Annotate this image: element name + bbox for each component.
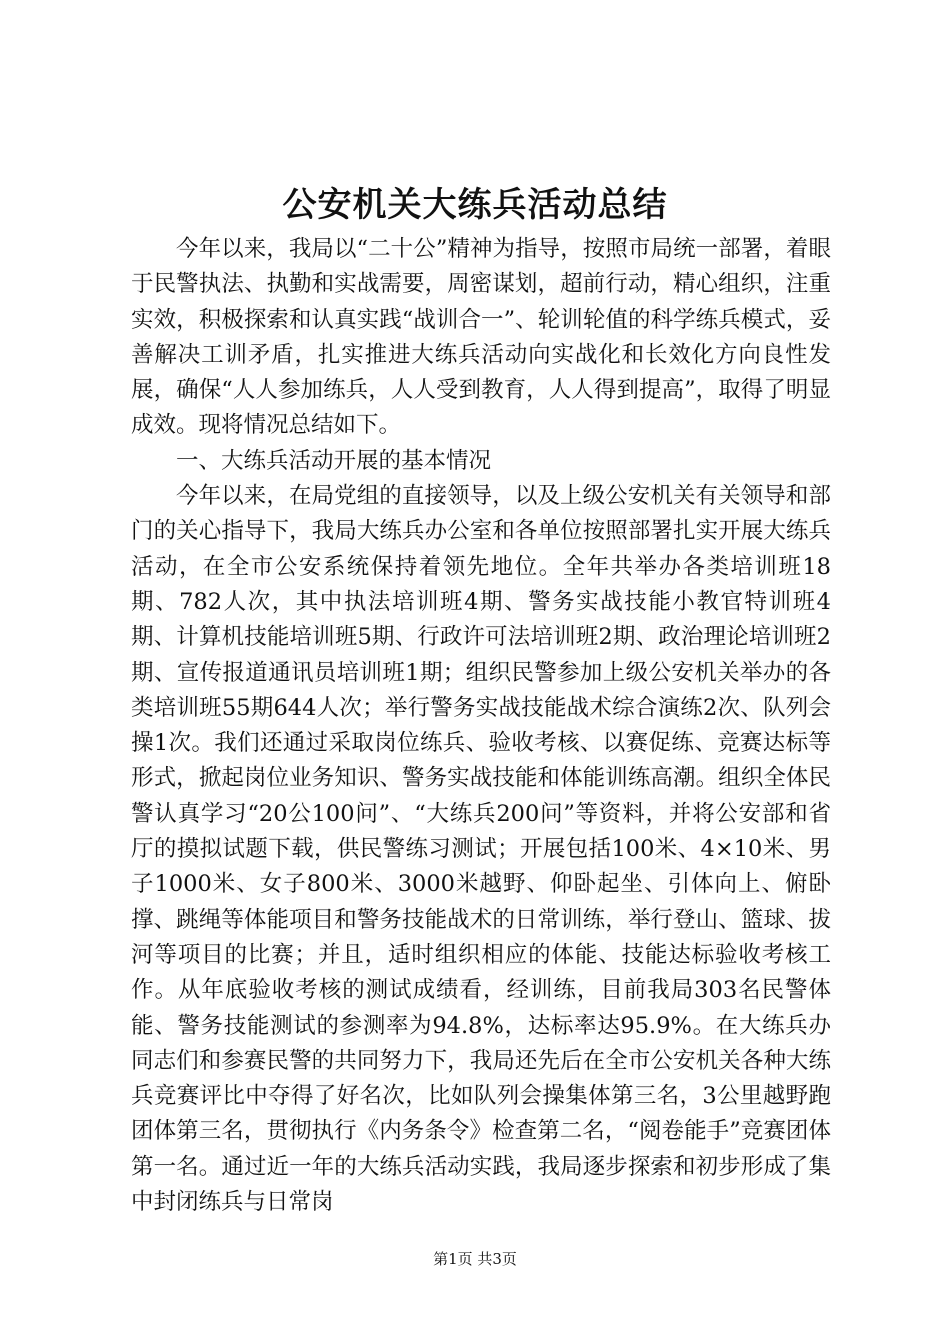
paragraph-basic-situation: 今年以来，在局党组的直接领导，以及上级公安机关有关领导和部门的关心指导下，我局大练兵办公室和各单位按照部署扎实开展大练兵活动，在全市公安系统保持着领先地位。全年共举办各类培训班18期、782人次，其中执法培训班4期、警务实战技能小教官特训班4期、计算机技能培训班5期、行政许可法培训班2期、政治理论培训班2期、宣传报道通讯员培训班1期；组织民警参加上级公安机关举办的各类培训班55期644人次；举行警务实战技能战术综合演练2次、队列会操1次。我们还通过采取岗位练兵、验收考核、以赛促练、竞赛达标等形式，掀起岗位业务知识、警务实战技能和体能训练高潮。组织全体民警认真学习“20公100问”、“大练兵200问”等资料，并将公安部和省厅的摸拟试题下载，供民警练习测试；开展包括100米、4×10米、男子1000米、女子800米、3000米越野、仰卧起坐、引体向上、俯卧撑、跳绳等体能项目和警务技能战术的日常训练，举行登山、篮球、拔河等项目的比赛；并且，适时组织相应的体能、技能达标验收考核工作。从年底验收考核的测试成绩看，经训练，目前我局303名民警体能、警务技能测试的参测率为94.8%，达标率达95.9%。在大练兵办同志们和参赛民警的共同努力下，我局还先后在全市公安机关各种大练兵竞赛评比中夺得了好名次，比如队列会操集体第三名，3公里越野跑团体第三名，贯彻执行《内务条令》检查第二名，“阅卷能手”竞赛团体第一名。通过近一年的大练兵活动实践，我局逐步探索和初步形成了集中封闭练兵与日常岗 (131, 483, 831, 1216)
document-body (131, 232, 831, 1220)
document-title: 公安机关大练兵活动总结 (282, 185, 668, 225)
paragraph-intro: 今年以来，我局以“二十公”精神为指导，按照市局统一部署，着眼于民警执法、执勤和实战需要，周密谋划，超前行动，精心组织，注重实效，积极探索和认真实践“战训合一”、轮训轮值的科学练兵模式，妥善解决工训矛盾，扎实推进大练兵活动向实战化和长效化方向良性发展，确保“人人参加练兵，人人受到教育，人人得到提高”，取得了明显成效。现将情况总结如下。 (131, 236, 831, 439)
page-footer: 第1页 共3页 (433, 1250, 517, 1268)
section-heading-1: 一、大练兵活动开展的基本情况 (176, 447, 492, 474)
